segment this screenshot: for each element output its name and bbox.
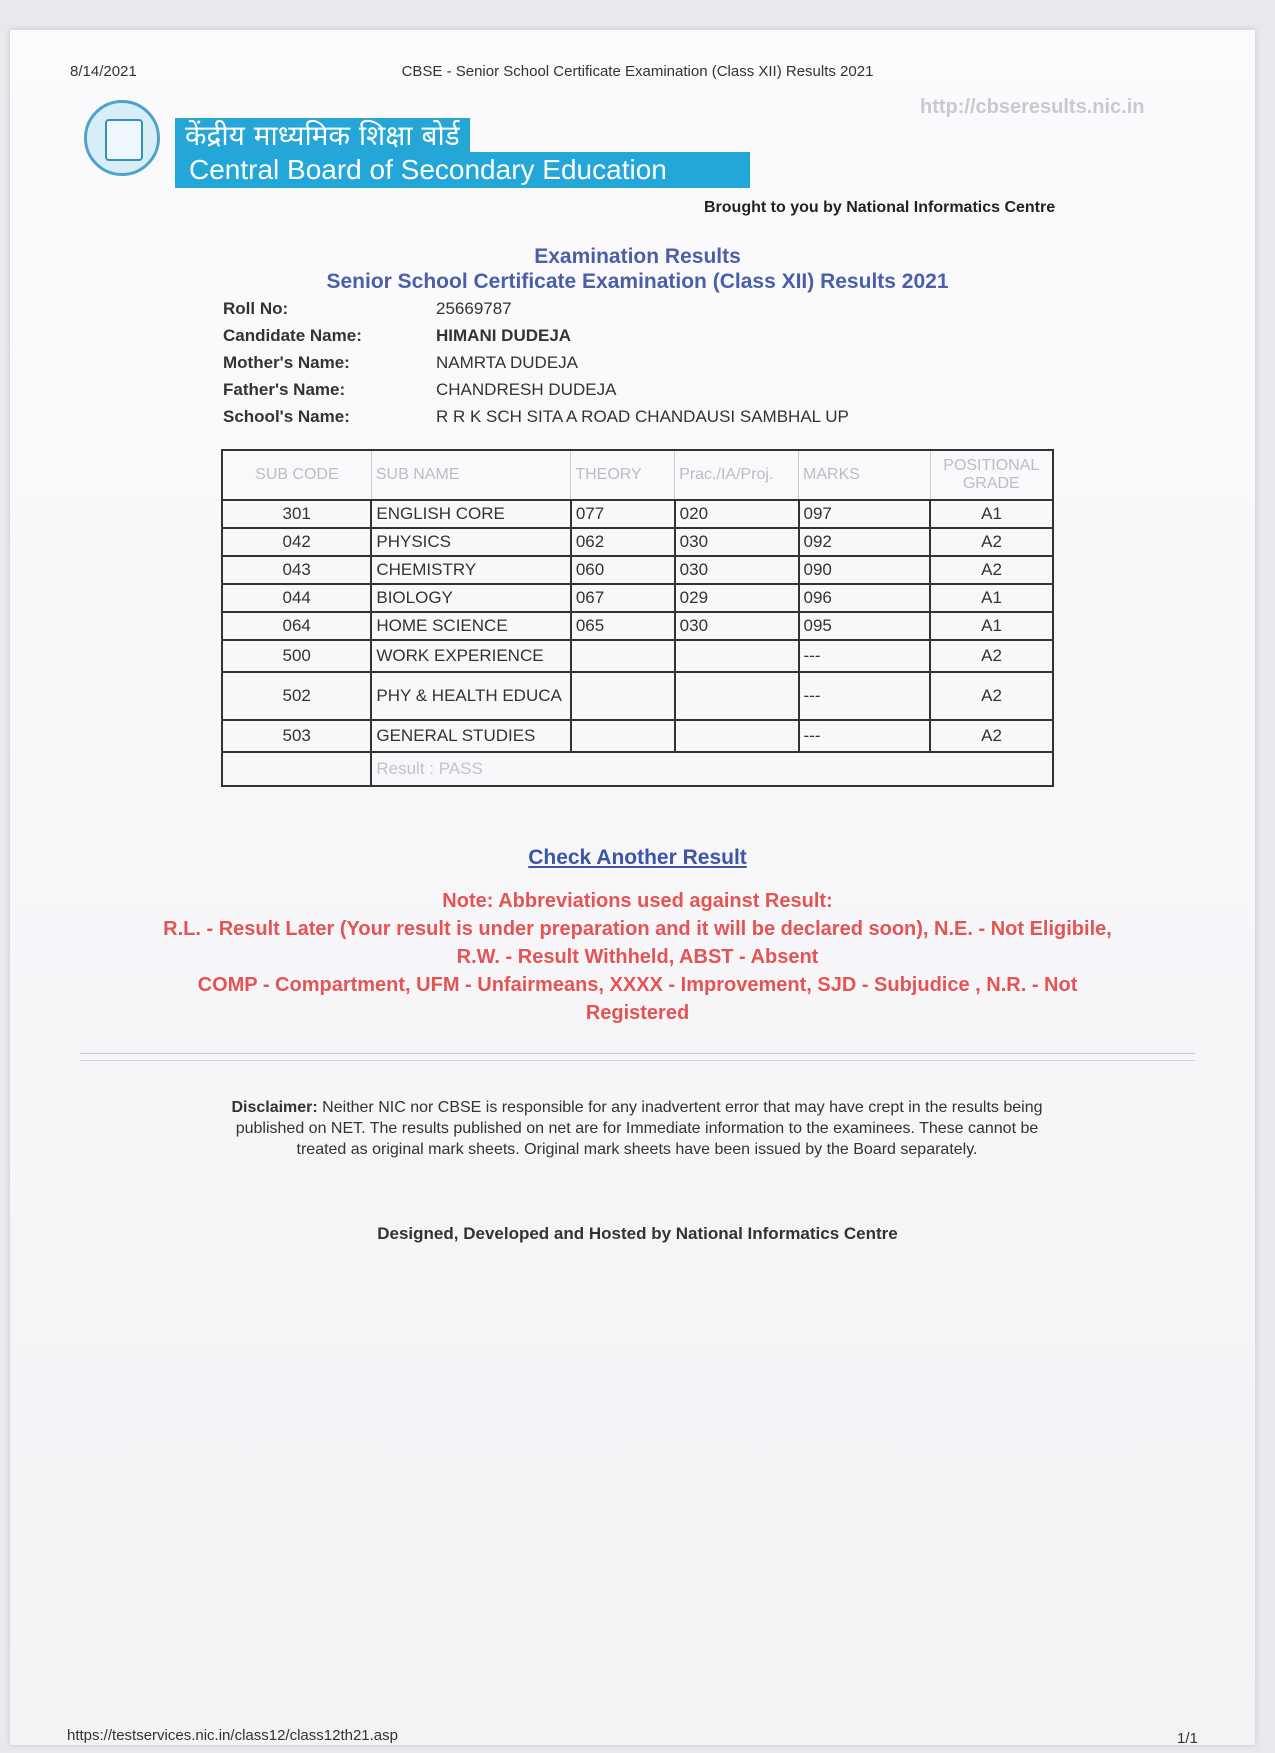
sub-name-cell: BIOLOGY <box>371 584 570 612</box>
prac-cell: 030 <box>675 528 799 556</box>
table-row <box>222 720 1053 752</box>
table-row <box>222 500 1053 528</box>
url-watermark: http://cbseresults.nic.in <box>920 96 1145 118</box>
sub-code-cell: 503 <box>222 720 371 752</box>
grade-cell: A1 <box>930 500 1053 528</box>
grade-cell: A1 <box>930 584 1053 612</box>
sub-code-cell: 064 <box>222 612 371 640</box>
prac-cell: 030 <box>675 612 799 640</box>
school-name-label: School's Name: <box>223 407 350 426</box>
sub-code-cell: 044 <box>222 584 371 612</box>
header-marks: MARKS <box>799 450 931 500</box>
father-name-value: CHANDRESH DUDEJA <box>436 380 617 399</box>
table-row <box>222 672 1053 720</box>
marks-cell: 090 <box>799 556 931 584</box>
note-line-4: Registered <box>585 1002 690 1024</box>
table-row <box>222 640 1053 672</box>
result-row <box>222 752 1053 786</box>
sub-name-cell: HOME SCIENCE <box>371 612 570 640</box>
grade-cell: A2 <box>930 528 1053 556</box>
disclaimer-label: Disclaimer: <box>231 1099 318 1116</box>
sub-name-cell: GENERAL STUDIES <box>371 720 570 752</box>
sub-code-cell: 043 <box>222 556 371 584</box>
sub-code-cell: 500 <box>222 640 371 672</box>
prac-cell <box>675 720 799 752</box>
note-line-1: R.L. - Result Later (Your result is under preparation and it will be declared soon), N.E. - Not Eligibile, <box>163 918 1112 940</box>
note-line-2: R.W. - Result Withheld, ABST - Absent <box>456 946 819 968</box>
grade-cell: A2 <box>930 672 1053 720</box>
theory-cell <box>571 720 675 752</box>
banner-english-title: Central Board of Secondary Education <box>175 152 750 188</box>
sub-code-cell: 042 <box>222 528 371 556</box>
theory-cell: 065 <box>571 612 675 640</box>
check-another-result-link[interactable]: Check Another Result <box>528 846 747 869</box>
note-line-3: COMP - Compartment, UFM - Unfairmeans, XXXX - Improvement, SJD - Subjudice , N.R. - Not <box>197 974 1078 996</box>
sub-name-cell: ENGLISH CORE <box>371 500 570 528</box>
marks-cell: 095 <box>799 612 931 640</box>
divider <box>80 1060 1195 1061</box>
mother-name-value: NAMRTA DUDEJA <box>436 353 579 372</box>
candidate-name-label: Candidate Name: <box>223 326 362 345</box>
banner-hindi-title: केंद्रीय माध्यमिक शिक्षा बोर्ड <box>175 118 470 154</box>
page-number: 1/1 <box>1177 1730 1198 1747</box>
marks-table <box>221 449 1054 787</box>
marks-cell: --- <box>799 672 931 720</box>
prac-cell <box>675 672 799 720</box>
header-positional-grade: POSITIONAL GRADE <box>930 450 1053 500</box>
prac-cell <box>675 640 799 672</box>
designed-by-text: Designed, Developed and Hosted by National Informatics Centre <box>377 1224 898 1243</box>
cbse-emblem-icon <box>84 100 160 176</box>
theory-cell: 060 <box>571 556 675 584</box>
table-row <box>222 612 1053 640</box>
sub-name-cell: WORK EXPERIENCE <box>371 640 570 672</box>
sub-name-cell: PHYSICS <box>371 528 570 556</box>
marks-header-row <box>222 450 1053 500</box>
marks-cell: 097 <box>799 500 931 528</box>
prac-cell: 029 <box>675 584 799 612</box>
footer-url: https://testservices.nic.in/class12/class12th21.asp <box>67 1727 398 1744</box>
divider <box>80 1053 1195 1054</box>
sub-name-cell: CHEMISTRY <box>371 556 570 584</box>
sub-name-cell: PHY & HEALTH EDUCA <box>371 672 570 720</box>
header-sub-code: SUB CODE <box>222 450 371 500</box>
header-sub-name: SUB NAME <box>371 450 570 500</box>
marks-cell: --- <box>799 640 931 672</box>
grade-cell: A2 <box>930 640 1053 672</box>
mother-name-label: Mother's Name: <box>223 353 350 372</box>
marks-cell: 092 <box>799 528 931 556</box>
table-row <box>222 584 1053 612</box>
prac-cell: 030 <box>675 556 799 584</box>
school-name-value: R R K SCH SITA A ROAD CHANDAUSI SAMBHAL UP <box>436 407 849 426</box>
grade-cell: A2 <box>930 556 1053 584</box>
brought-by-text: Brought to you by National Informatics Centre <box>704 199 1056 216</box>
marks-cell: --- <box>799 720 931 752</box>
theory-cell <box>571 672 675 720</box>
exam-heading: Examination Results <box>534 245 741 268</box>
table-row <box>222 528 1053 556</box>
print-title: CBSE - Senior School Certificate Examination (Class XII) Results 2021 <box>401 63 874 80</box>
roll-value: 25669787 <box>436 299 512 318</box>
exam-subheading: Senior School Certificate Examination (Class XII) Results 2021 <box>326 270 949 293</box>
header-theory: THEORY <box>571 450 675 500</box>
header-prac: Prac./IA/Proj. <box>675 450 799 500</box>
theory-cell: 077 <box>571 500 675 528</box>
theory-cell <box>571 640 675 672</box>
theory-cell: 062 <box>571 528 675 556</box>
disclaimer <box>222 1097 1052 1160</box>
table-row <box>222 556 1053 584</box>
roll-label: Roll No: <box>223 299 289 318</box>
father-name-label: Father's Name: <box>223 380 346 399</box>
result-text: Result : PASS <box>371 752 1053 786</box>
sub-code-cell: 502 <box>222 672 371 720</box>
grade-cell: A1 <box>930 612 1053 640</box>
grade-cell: A2 <box>930 720 1053 752</box>
print-date: 8/14/2021 <box>70 63 137 80</box>
note-title: Note: Abbreviations used against Result: <box>442 890 833 912</box>
disclaimer-text: Neither NIC nor CBSE is responsible for any inadvertent error that may have crept in the results being published on NET. The results published on net are for Immediate information to the examinees. These cannot be treated as original mark sheets. Original mark sheets have been issued by the Board separately. <box>235 1099 1043 1158</box>
prac-cell: 020 <box>675 500 799 528</box>
sub-code-cell: 301 <box>222 500 371 528</box>
candidate-name-value: HIMANI DUDEJA <box>436 326 572 345</box>
marks-cell: 096 <box>799 584 931 612</box>
theory-cell: 067 <box>571 584 675 612</box>
